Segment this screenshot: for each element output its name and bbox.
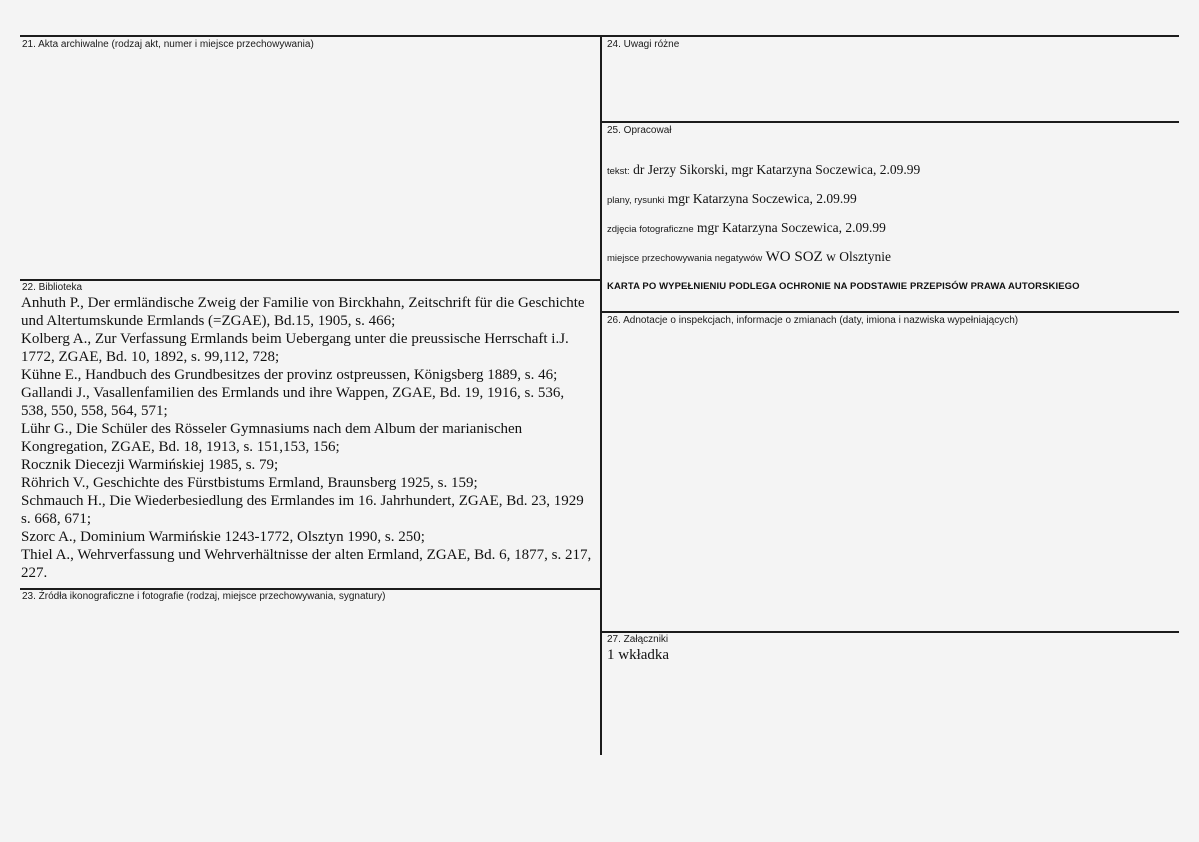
bibliography-entry: Röhrich V., Geschichte des Fürstbistums Ermland, Braunsberg 1925, s. 159; bbox=[21, 475, 478, 491]
credit-photos-label: zdjęcia fotograficzne bbox=[607, 224, 694, 235]
divider-26-27 bbox=[601, 631, 1179, 633]
credit-negatives-org: WO SOZ bbox=[765, 249, 823, 265]
bibliography-entry: Thiel A., Wehrverfassung und Wehrverhältnisse der alten Ermland, ZGAE, Bd. 6, 1877, s. 217, 227. bbox=[21, 547, 592, 581]
divider-22-23 bbox=[20, 588, 601, 590]
divider-21-22 bbox=[20, 279, 601, 281]
section-25-label: 25. Opracował bbox=[607, 125, 672, 136]
center-divider-line bbox=[600, 35, 602, 755]
attachments-value: 1 wkładka bbox=[607, 647, 670, 663]
credit-negatives-rest: w Olsztynie bbox=[826, 249, 891, 264]
bibliography-entry: Schmauch H., Die Wiederbesiedlung des Ermlandes im 16. Jahrhundert, ZGAE, Bd. 23, 1929 s. 668, 671; bbox=[21, 493, 584, 527]
copyright-notice: KARTA PO WYPEŁNIENIU PODLEGA OCHRONIE NA PODSTAWIE PRZEPISÓW PRAWA AUTORSKIEGO bbox=[607, 281, 1080, 292]
credit-text-value: dr Jerzy Sikorski, mgr Katarzyna Soczewica, 2.09.99 bbox=[633, 162, 921, 177]
divider-24-25 bbox=[601, 121, 1179, 123]
section-23-label: 23. Źródła ikonograficzne i fotografie (rodzaj, miejsce przechowywania, sygnatury) bbox=[22, 591, 386, 602]
bibliography-entry: Szorc A., Dominium Warmińskie 1243-1772, Olsztyn 1990, s. 250; bbox=[21, 529, 425, 545]
credit-negatives-label: miejsce przechowywania negatywów bbox=[607, 253, 763, 264]
credit-photos-value: mgr Katarzyna Soczewica, 2.09.99 bbox=[696, 220, 886, 235]
bibliography-entry: Kolberg A., Zur Verfassung Ermlands beim Uebergang unter die preussische Herrschaft i.J. 1772, ZGAE, Bd. 10, 1892, s. 99,112, 728; bbox=[21, 331, 569, 365]
credit-plans-label: plany, rysunki bbox=[607, 195, 665, 206]
section-26-label: 26. Adnotacje o inspekcjach, informacje o zmianach (daty, imiona i nazwiska wypełniających) bbox=[607, 315, 1019, 326]
section-21-label: 21. Akta archiwalne (rodzaj akt, numer i miejsce przechowywania) bbox=[22, 39, 314, 50]
bibliography-list bbox=[21, 294, 593, 582]
credit-plans-row bbox=[607, 191, 857, 207]
bibliography-entry: Rocznik Diecezji Warmińskiej 1985, s. 79; bbox=[21, 457, 279, 473]
credit-plans-value: mgr Katarzyna Soczewica, 2.09.99 bbox=[667, 191, 857, 206]
bibliography-entry: Lühr G., Die Schüler des Rösseler Gymnasiums nach dem Album der marianischen Kongregation, ZGAE, Bd. 18, 1913, s. 151,153, 156; bbox=[21, 421, 523, 455]
credit-text-label: tekst: bbox=[607, 166, 630, 177]
credit-text-row bbox=[607, 162, 920, 178]
bibliography-entry: Kühne E., Handbuch des Grundbesitzes der provinz ostpreussen, Königsberg 1889, s. 46; bbox=[21, 367, 558, 383]
section-27-label: 27. Załączniki bbox=[607, 634, 669, 645]
bibliography-entry: Anhuth P., Der ermländische Zweig der Familie von Birckhahn, Zeitschrift für die Geschichte und Altertumskunde Ermlands (=ZGAE), Bd.15, 1905, s. 466; bbox=[21, 295, 585, 329]
divider-25-26 bbox=[601, 311, 1179, 313]
section-22-label: 22. Biblioteka bbox=[22, 282, 83, 293]
bibliography-entry: Gallandi J., Vasallenfamilien des Ermlands und ihre Wappen, ZGAE, Bd. 19, 1916, s. 536, 538, 550, 558, 564, 571; bbox=[21, 385, 565, 419]
credit-negatives-row bbox=[607, 249, 891, 266]
credit-photos-row bbox=[607, 220, 886, 236]
section-24-label: 24. Uwagi różne bbox=[607, 39, 680, 50]
